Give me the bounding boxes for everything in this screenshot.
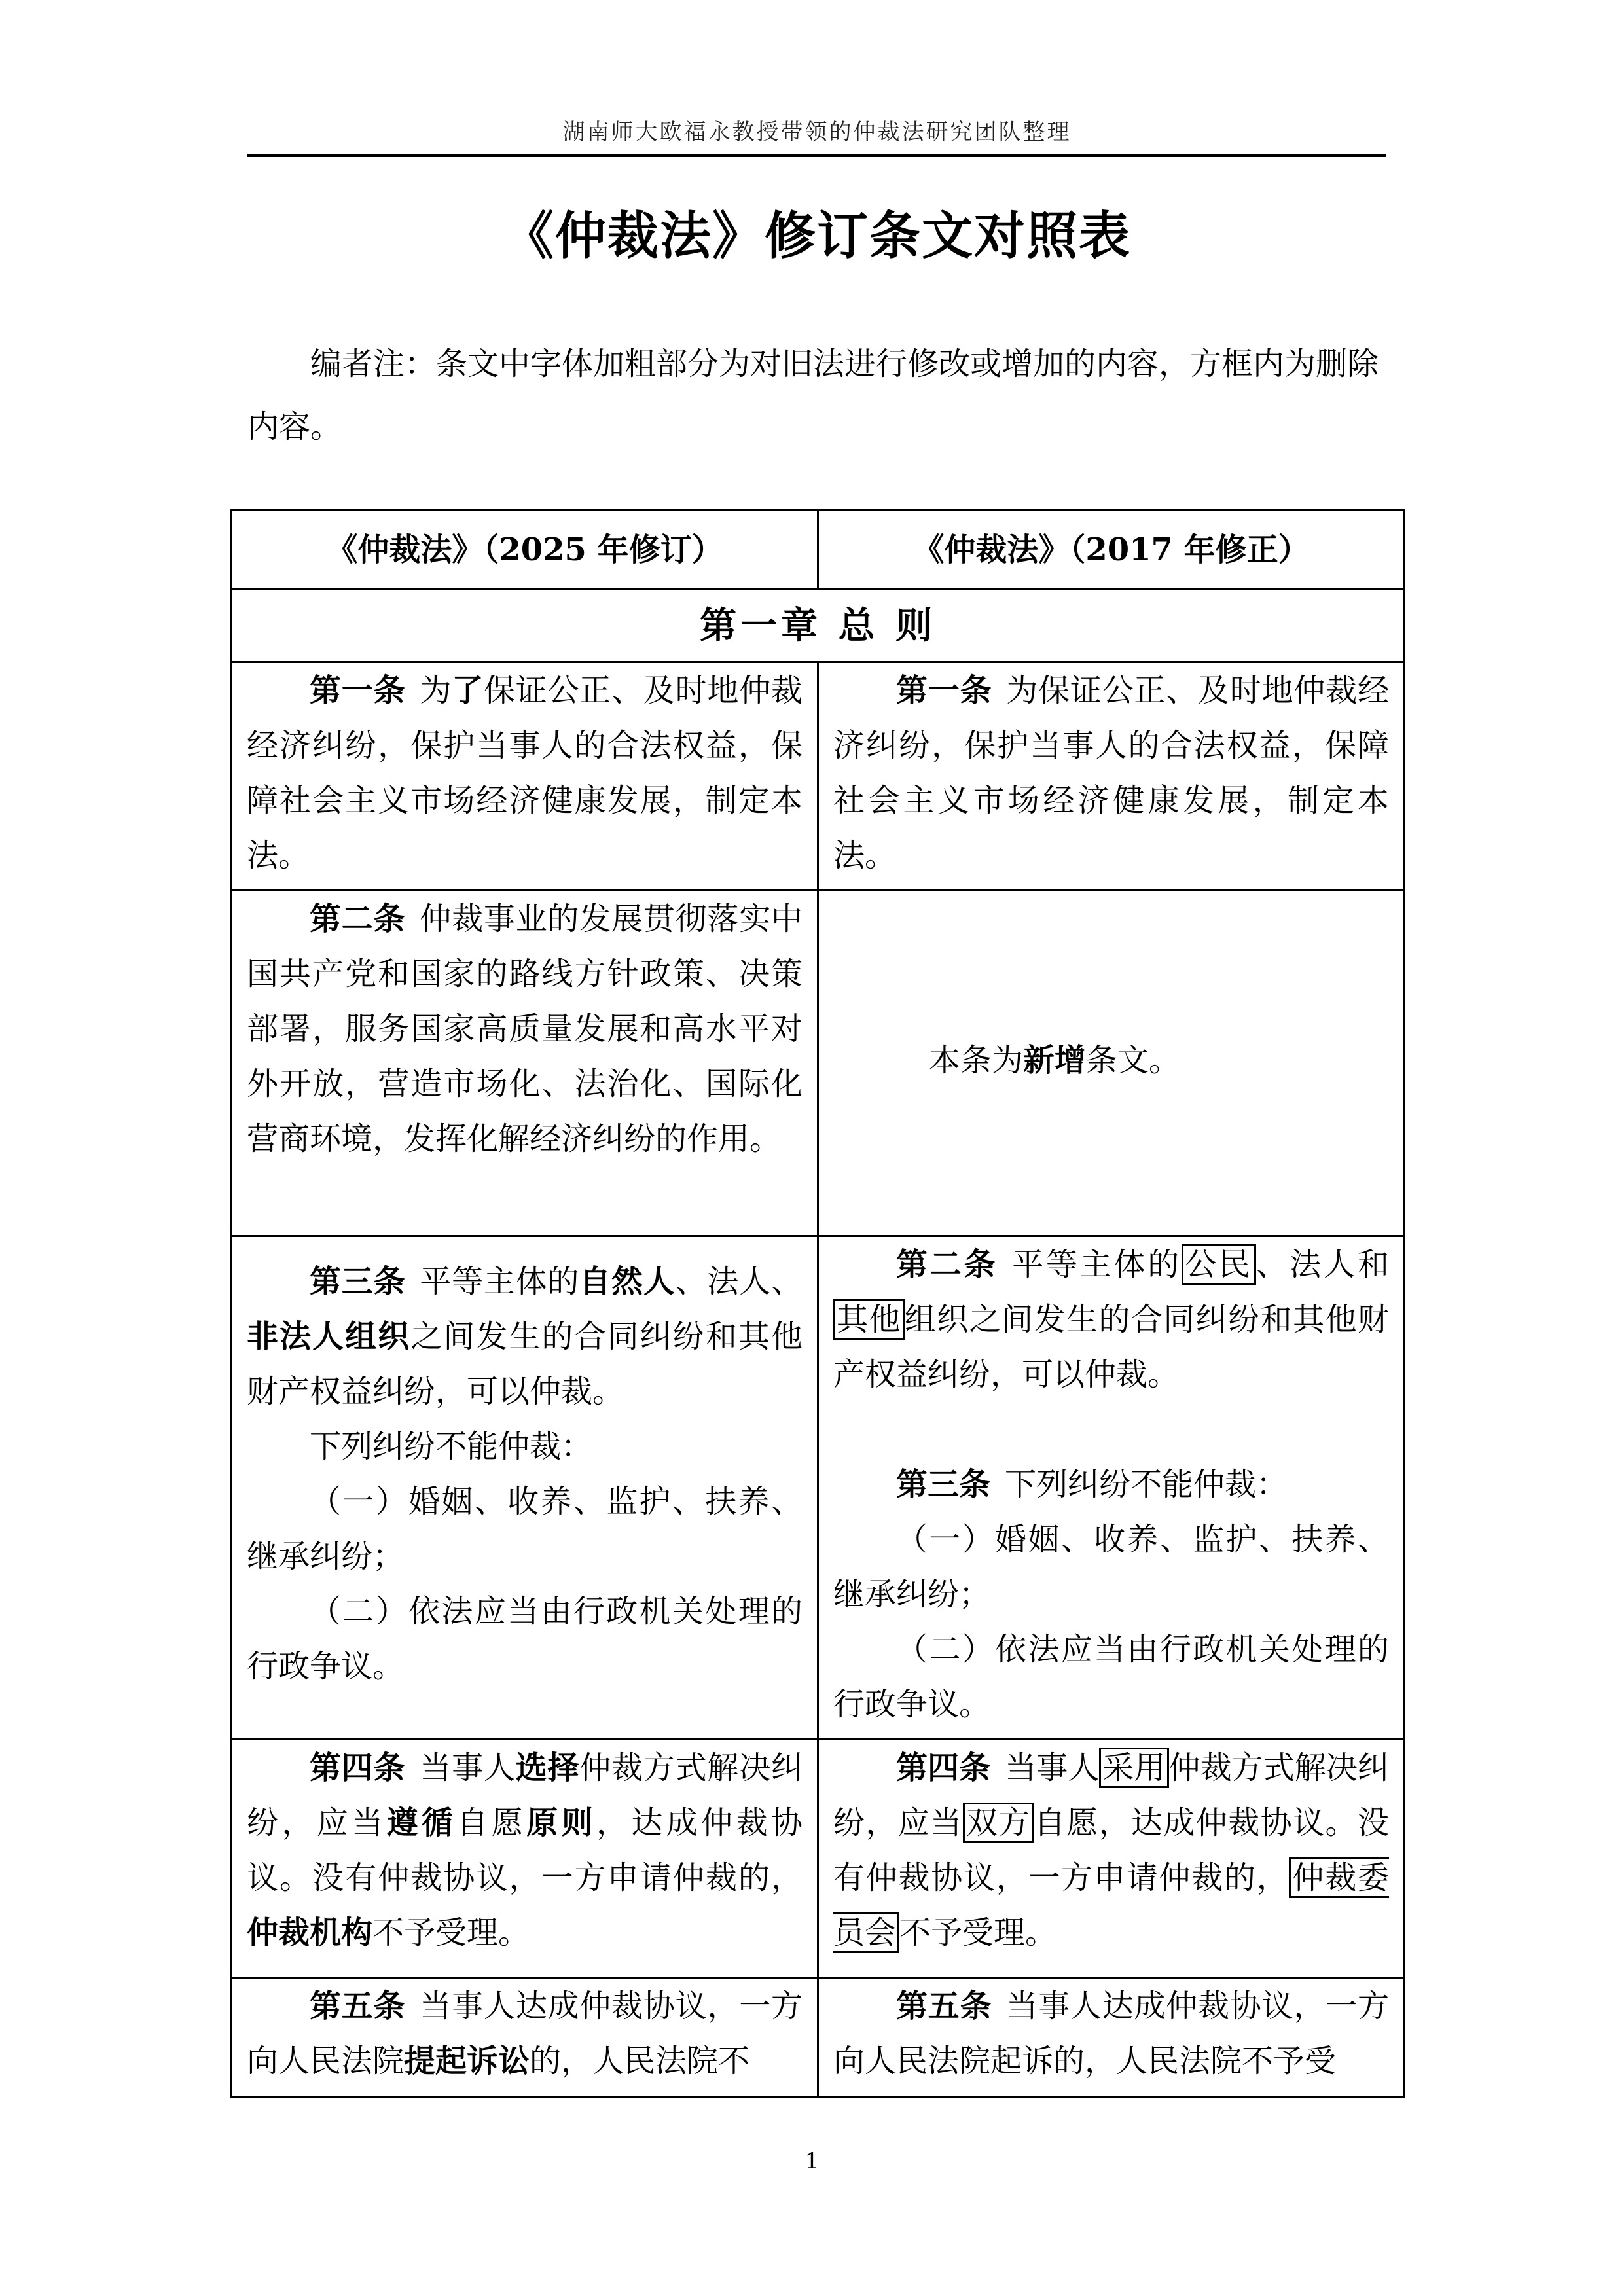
text: 仲裁方式解决纠纷，应当 [833,1749,1389,1841]
amended-text: 自然人 [579,1263,676,1300]
new-article-note [833,1033,1389,1088]
table-row [232,1740,1405,1978]
article-number: 第三条 [896,1466,991,1503]
amended-text: 遵循 [386,1804,457,1841]
text: 本条为 [929,1041,1024,1079]
list-item: （二）依法应当由行政机关处理的行政争议。 [833,1631,1389,1723]
text: 条文。 [1086,1041,1181,1079]
article-number: 第三条 [310,1263,406,1300]
text: 平等主体的 [420,1263,580,1300]
paragraph [247,1254,803,1419]
paragraph [833,663,1389,883]
text: 当事人 [420,1749,516,1786]
text: 平等主体的 [1012,1246,1182,1283]
article-new [232,1236,818,1740]
article-new [232,1740,818,1978]
article-number: 第一条 [896,672,992,709]
text: 自愿 [456,1804,527,1841]
chapter-row [232,590,1405,662]
table-row [232,1978,1405,2097]
paragraph [247,891,803,1166]
paragraph [247,1740,803,1960]
text: 的，人民法院不 [530,2043,750,2079]
text: 下列纠纷不能仲裁： [1005,1466,1288,1503]
article-number: 第一条 [310,672,406,709]
list-item: （一）婚姻、收养、监护、扶养、继承纠纷； [833,1521,1389,1613]
article-new [232,662,818,891]
table-row [232,891,1405,1236]
text: 仲裁方式解决纠纷，应当 [247,1749,803,1841]
article-old [818,891,1405,1236]
list-item: （二）依法应当由行政机关处理的行政争议。 [247,1593,803,1685]
paragraph [833,1237,1389,1402]
amended-text: 了 [452,672,484,709]
text: 当事人达成仲裁协议，一方向人民法院 [247,1988,803,2079]
editor-note: 编者注：条文中字体加粗部分为对旧法进行修改或增加的内容，方框内为删除内容。 [247,346,1379,445]
text: 当事人 [1005,1749,1100,1786]
article-old [818,662,1405,891]
paragraph [247,1979,803,2089]
amended-text: 新增 [1023,1041,1087,1079]
spacer [833,1402,1389,1457]
article-new [232,1978,818,2097]
article-new [232,891,818,1236]
deleted-text: 仲裁委员会 [833,1857,1389,1953]
paragraph: 下列纠纷不能仲裁： [310,1428,593,1465]
table-row [232,1236,1405,1740]
article-old [818,1236,1405,1740]
comparison-table [230,509,1405,2098]
table-header-row [232,511,1405,590]
article-number: 第二条 [310,901,406,937]
text: 仲裁事业的发展贯彻落实中国共产党和国家的路线方针政策、决策部署，服务国家高质量发展和高水平对外开放，营造市场化、法治化、国际化营商环境，发挥化解经济纠纷的作用。 [247,901,803,1157]
document-title: 《仲裁法》修订条文对照表 [502,206,1131,266]
deleted-text: 公民 [1182,1244,1256,1285]
text: 组织之间发生的合同纠纷和其他财产权益纠纷，可以仲裁。 [833,1301,1389,1393]
deleted-text: 双方 [963,1803,1034,1843]
header-rule [247,154,1386,157]
text: 不予受理。 [372,1914,530,1951]
text: 不予受理。 [899,1914,1057,1951]
deleted-text: 其他 [833,1299,905,1340]
text: 为 [420,672,452,709]
running-header: 湖南师大欧福永教授带领的仲裁法研究团队整理 [562,119,1072,145]
amended-text: 提起诉讼 [404,2043,530,2079]
article-number: 第四条 [310,1749,406,1786]
paragraph [833,1740,1389,1960]
paragraph [833,1457,1389,1512]
article-old [818,1740,1405,1978]
text: 保证公正、及时地仲裁经济纠纷，保护当事人的合法权益，保障社会主义市场经济健康发展，制定本法。 [247,672,803,874]
article-old [818,1978,1405,2097]
text: 之间发生的合同纠纷和其他财产权益纠纷，可以仲裁。 [247,1318,803,1410]
amended-text: 原则 [526,1804,596,1841]
text: ，达成仲裁协议。没有仲裁协议，一方申请仲裁的， [247,1804,803,1896]
text: 为保证公正、及时地仲裁经济纠纷，保护当事人的合法权益，保障社会主义市场经济健康发展，制定本法。 [833,672,1389,874]
article-number: 第二条 [896,1246,998,1283]
article-number: 第五条 [310,1988,406,2024]
paragraph [833,1979,1389,2089]
deleted-text: 采用 [1099,1748,1168,1788]
text: 、法人和 [1255,1246,1389,1283]
amended-text: 选择 [515,1749,580,1786]
page-number: 1 [804,2148,820,2174]
column-header-2025: 《仲裁法》（2025 年修订） [232,511,818,590]
amended-text: 非法人组织 [247,1318,411,1355]
article-number: 第五条 [896,1988,992,2024]
amended-text: 仲裁机构 [247,1914,373,1951]
text: 、法人、 [675,1263,803,1300]
list-item: （一）婚姻、收养、监护、扶养、继承纠纷； [247,1483,803,1575]
text: 当事人达成仲裁协议，一方向人民法院起诉的，人民法院不予受 [833,1988,1389,2079]
article-number: 第四条 [896,1749,991,1786]
text: 自愿，达成仲裁协议。没有仲裁协议，一方申请仲裁的， [833,1804,1389,1896]
chapter-heading: 第一章 总 则 [232,590,1405,662]
column-header-2017: 《仲裁法》（2017 年修正） [818,511,1405,590]
paragraph [247,663,803,883]
table-row [232,662,1405,891]
